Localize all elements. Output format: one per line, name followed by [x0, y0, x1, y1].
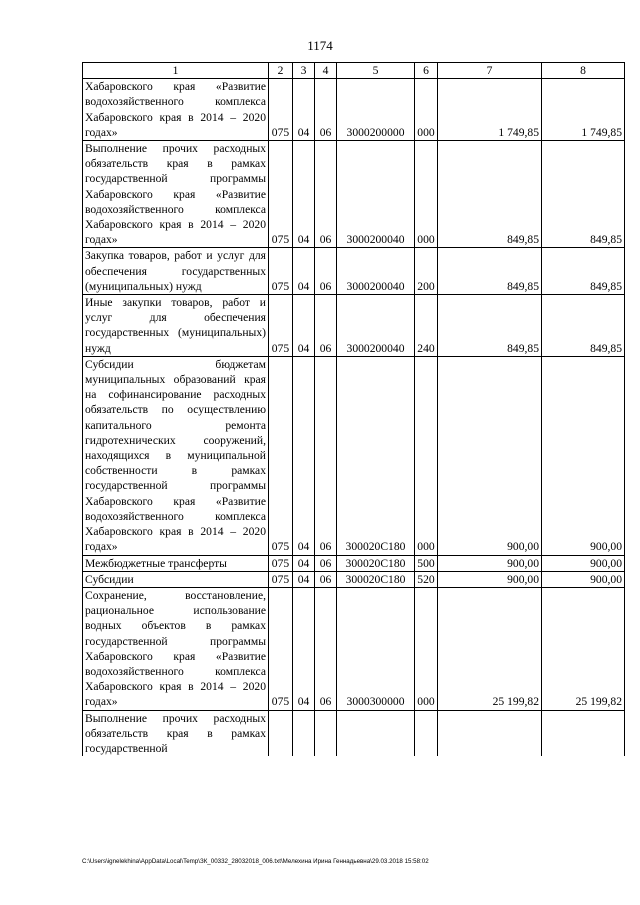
- cell-section: [293, 710, 315, 756]
- cell-amount: [542, 710, 625, 756]
- cell-grbs: 075: [269, 141, 293, 248]
- cell-target-article: 300020С180: [337, 555, 415, 571]
- cell-expense-type: 500: [415, 555, 438, 571]
- cell-target-article: 3000200040: [337, 295, 415, 357]
- cell-amount: 1 749,85: [542, 79, 625, 141]
- cell-grbs: 075: [269, 555, 293, 571]
- cell-target-article: 3000200000: [337, 79, 415, 141]
- row-name: Субсидии: [83, 571, 269, 587]
- cell-amount: 849,85: [542, 295, 625, 357]
- column-header: 8: [542, 63, 625, 79]
- cell-grbs: 075: [269, 356, 293, 555]
- cell-expense-type: 240: [415, 295, 438, 357]
- cell-expense-type: 000: [415, 79, 438, 141]
- column-header: 7: [438, 63, 542, 79]
- cell-subsection: 06: [315, 555, 337, 571]
- cell-expense-type: 200: [415, 248, 438, 295]
- cell-subsection: 06: [315, 356, 337, 555]
- column-header: 4: [315, 63, 337, 79]
- row-name: Межбюджетные трансферты: [83, 555, 269, 571]
- row-name: Иные закупки товаров, работ и услуг для обеспечения государственных (муниципальных) нужд: [83, 295, 269, 357]
- cell-grbs: 075: [269, 79, 293, 141]
- table-row: [83, 587, 625, 710]
- cell-amount: 849,85: [542, 141, 625, 248]
- cell-grbs: [269, 710, 293, 756]
- budget-table: [82, 62, 625, 756]
- cell-target-article: 300020С180: [337, 356, 415, 555]
- column-header: 2: [269, 63, 293, 79]
- column-header: 6: [415, 63, 438, 79]
- table-row: [83, 356, 625, 555]
- cell-expense-type: 000: [415, 141, 438, 248]
- cell-target-article: 3000200040: [337, 248, 415, 295]
- row-name: Сохранение, восстановление, рациональное использование водных объектов в рамках государственной программы Хабаровского края «Развитие водохозяйственного комплекса Хабаровского края в 2014 – 2020 годах»: [83, 587, 269, 710]
- cell-section: 04: [293, 79, 315, 141]
- cell-section: 04: [293, 571, 315, 587]
- cell-section: 04: [293, 555, 315, 571]
- cell-section: 04: [293, 248, 315, 295]
- page-number: 1174: [307, 38, 333, 53]
- cell-grbs: 075: [269, 248, 293, 295]
- cell-amount-total: 900,00: [438, 356, 542, 555]
- table-row: [83, 710, 625, 756]
- cell-amount-total: 900,00: [438, 555, 542, 571]
- table-row: [83, 141, 625, 248]
- cell-amount: 849,85: [542, 248, 625, 295]
- cell-amount-total: 849,85: [438, 248, 542, 295]
- row-name: Закупка товаров, работ и услуг для обеспечения государственных (муниципальных) нужд: [83, 248, 269, 295]
- row-name: Субсидии бюджетам муниципальных образований края на софинансирование расходных обязательств по осуществлению капитального ремонта гидротехнических сооружений, находящихся в муниципальной собственности в рамках государственной программы Хабаровского края «Развитие водохозяйственного комплекса Хабаровского края в 2014 – 2020 годах»: [83, 356, 269, 555]
- cell-target-article: 3000300000: [337, 587, 415, 710]
- cell-target-article: 3000200040: [337, 141, 415, 248]
- cell-section: 04: [293, 356, 315, 555]
- cell-amount-total: 849,85: [438, 141, 542, 248]
- column-header: 1: [83, 63, 269, 79]
- cell-amount-total: [438, 710, 542, 756]
- cell-subsection: 06: [315, 295, 337, 357]
- cell-expense-type: [415, 710, 438, 756]
- row-name: Выполнение прочих расходных обязательств края в рамках государственной программы Хабаровского края «Развитие водохозяйственного комплекса Хабаровского края в 2014 – 2020 годах»: [83, 141, 269, 248]
- cell-amount: 900,00: [542, 555, 625, 571]
- cell-subsection: 06: [315, 141, 337, 248]
- cell-target-article: [337, 710, 415, 756]
- row-name: Хабаровского края «Развитие водохозяйственного комплекса Хабаровского края в 2014 – 2020 годах»: [83, 79, 269, 141]
- cell-expense-type: 000: [415, 587, 438, 710]
- cell-section: 04: [293, 141, 315, 248]
- cell-grbs: 075: [269, 571, 293, 587]
- cell-section: 04: [293, 587, 315, 710]
- column-number-row: [83, 63, 625, 79]
- table-row: [83, 571, 625, 587]
- cell-target-article: 300020С180: [337, 571, 415, 587]
- cell-subsection: 06: [315, 571, 337, 587]
- column-header: 5: [337, 63, 415, 79]
- cell-expense-type: 520: [415, 571, 438, 587]
- file-path-footer: C:\Users\ignelekhina\AppData\Local\Temp\ЗК_00332_28032018_006.txt\Мелехина Ирина Геннадьевна\29.03.2018 15:58:02: [82, 858, 429, 865]
- cell-amount-total: 900,00: [438, 571, 542, 587]
- table-row: [83, 555, 625, 571]
- cell-amount-total: 1 749,85: [438, 79, 542, 141]
- cell-section: 04: [293, 295, 315, 357]
- cell-amount: 25 199,82: [542, 587, 625, 710]
- cell-subsection: 06: [315, 248, 337, 295]
- cell-subsection: 06: [315, 587, 337, 710]
- cell-subsection: 06: [315, 79, 337, 141]
- cell-grbs: 075: [269, 587, 293, 710]
- cell-amount: 900,00: [542, 356, 625, 555]
- table-row: [83, 248, 625, 295]
- cell-subsection: [315, 710, 337, 756]
- table-row: [83, 79, 625, 141]
- cell-expense-type: 000: [415, 356, 438, 555]
- table-row: [83, 295, 625, 357]
- row-name: Выполнение прочих расходных обязательств края в рамках государственной: [83, 710, 269, 756]
- cell-grbs: 075: [269, 295, 293, 357]
- cell-amount: 900,00: [542, 571, 625, 587]
- cell-amount-total: 849,85: [438, 295, 542, 357]
- cell-amount-total: 25 199,82: [438, 587, 542, 710]
- column-header: 3: [293, 63, 315, 79]
